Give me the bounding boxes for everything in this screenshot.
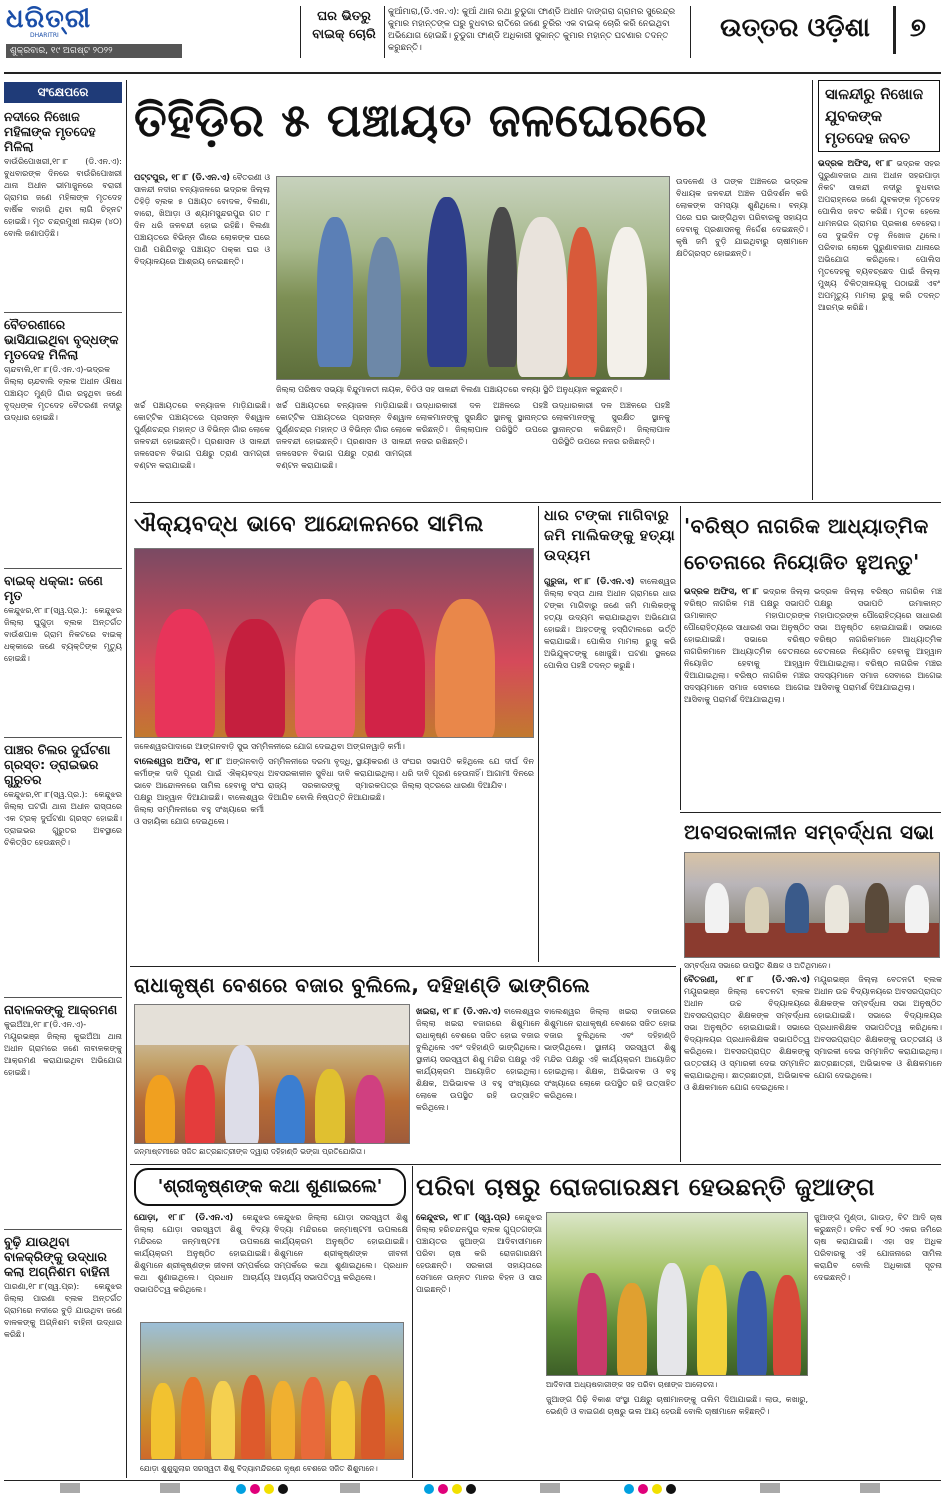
unity-dateline: ବାଲେଶ୍ୱର ଅଫିସ, ୧୮।୮ [134, 757, 223, 767]
photo-figure [315, 1069, 345, 1144]
photo-figure [617, 1283, 647, 1376]
lead-body-col-5: ଉଦଳେଣ ଓ ତାଙ୍କ ଅଞ୍ଚଳରେ ଭଦ୍ରକ ବିଧାୟକ ଜଳବନ୍ଦୀ ଅଞ୍ଚଳ ପରିଦର୍ଶନ କରି ଲୋକଙ୍କ ସମସ୍ୟା ଶୁଣିଥିଲେ। ବନ୍ୟା ପରେ ଘର ଭାଙ୍ଗିଥିବା ପରିବାରକୁ ସହାୟତା ଦେବାକୁ ପ୍ରଶାସନକୁ ନିର୍ଦ୍ଦେଶ ଦେଇଛନ୍ତି। କୃଷି ଜମି ବୁଡ଼ି ଯାଇଥିବାରୁ ଚାଷୀମାନେ କ୍ଷତିଗ୍ରସ୍ତ ହୋଇଛନ୍ତି। [676, 177, 808, 258]
registration-bar [760, 1483, 780, 1493]
column-divider [812, 80, 813, 500]
felicitation-photo [684, 852, 940, 958]
radhakrishna-body-col-2: ବାଲେଶ୍ୱର ଜିଲ୍ଲା ଖଇରା ବଜାରରେ ଶିଶୁମାନେ ରାଧାକୃଷ୍ଣ ବେଶରେ ସଜିତ ହୋଇ ବଜାର ବୁଲିଥିଲେ ଏବଂ ଦହିହାଣ୍ଡି ଭାଙ୍ଗିଥିଲେ। ସ୍ଥାନୀୟ ସରସ୍ୱତୀ ଶିଶୁ ମନ୍ଦିର ପକ୍ଷରୁ ଏହି କାର୍ଯ୍ୟକ୍ରମ ଆୟୋଜିତ ହୋଇଥିଲା। ଶିକ୍ଷକ, ଅଭିଭାବକ ଓ ବହୁ ସଂଖ୍ୟାରେ ଲୋକେ ଉପସ୍ଥିତ ରହି ଉତ୍ସାହିତ କରିଥିଲେ। [544, 1007, 676, 1100]
registration-dot [638, 1484, 648, 1494]
photo-figure [705, 883, 729, 933]
photo-figure [697, 1265, 727, 1376]
senior-headline: 'ବରିଷ୍ଠ ନାଗରିକ ଆଧ୍ୟାତ୍ମିକ ଚେତନାରେ ନିୟୋଜିତ ହୁଅନ୍ତୁ' [684, 514, 929, 574]
photo-figure [607, 227, 647, 377]
brief-body: କେନ୍ଦୁଝର,୧୮।୮(ସ୍ୱ.ପ୍ର.): କେନ୍ଦୁଝର ଜିଲ୍ଲା ଘଟଗାଁ ଥାନା ଅଧୀନ ରାସ୍ତାରେ ଏକ ଟ୍ରକ୍ ଦୁର୍ଘଟଣା ଗ୍ରସ୍ତ ହୋଇଛି। ଡ୍ରାଇଭର ଗୁରୁତର ଅବସ୍ଥାରେ ଚିକିତ୍ସିତ ହେଉଛନ୍ତି। [4, 790, 122, 847]
srikrishna-body-col-2: କେନ୍ଦୁଝର ଜିଲ୍ଲା ଯୋଡ଼ା ସରସ୍ୱତୀ ଶିଶୁ ବିଦ୍ୟା ମନ୍ଦିରରେ ଜନ୍ମାଷ୍ଟମୀ ଉପଲକ୍ଷେ କାର୍ଯ୍ୟକ୍ରମ ଅନୁଷ୍ଠିତ ହୋଇଯାଇଛି। ଶିଶୁମାନେ ଶ୍ରୀକୃଷ୍ଣଙ୍କ ଜୀବନୀ ସମ୍ପର୍କରେ କଥା ଶୁଣାଇଥିଲେ। ପ୍ରଧାନ ଆଚାର୍ଯ୍ୟ ସଭାପତିତ୍ୱ କରିଥିଲେ। [274, 1213, 408, 1282]
murder-body-text: ବାଲେଶ୍ୱର ଜିଲ୍ଲା ବସ୍ତା ଥାନା ଅଧୀନ ଗ୍ରାମରେ ଧାର ଟଙ୍କା ମାଗିବାରୁ ଜଣେ ଜମି ମାଲିକଙ୍କୁ ହତ୍ୟା ଉଦ୍ୟମ କରାଯାଇଥିବା ଅଭିଯୋଗ ହୋଇଛି। ଆହତଙ୍କୁ ହସ୍ପିଟାଲରେ ଭର୍ତ୍ତି କରାଯାଇଛି। ପୋଲିସ ମାମଲା ରୁଜୁ କରି ଅଭିଯୁକ୍ତଙ୍କୁ ଖୋଜୁଛି। ଘଟଣା ସ୍ଥଳରେ ପୋଲିସ ପହଞ୍ଚି ତଦନ୍ତ କରୁଛି। [544, 577, 676, 670]
unity-body-col-3: ସଂଘର ସଭାପତି କହିଥିଲେ ଯେ ଦୀର୍ଘ ଦିନ ଧରି ଦାବି ପୂରଣ ହେଉନାହିଁ। ଆଗାମୀ ଦିନରେ ଜିଲ୍ଲା ସ୍ତରରେ ଧାରଣା ଦିଆଯିବ। [402, 757, 534, 790]
photo-figure [737, 1271, 767, 1376]
unity-body-col-2: ସମ୍ମିଳନୀରେ ଦରମା ବୃଦ୍ଧି, ସ୍ଥାୟୀକରଣ ଓ ଅବସରକାଳୀନ ସୁବିଧା ଦାବି କରାଯାଇଥିଲା। ରାଜ୍ୟ ସରକାରଙ୍କୁ ସ୍ମାରକପତ୍ର ଦିଆଯିବ ବୋଲି ନିଷ୍ପତ୍ତି ନିଆଯାଇଛି। [268, 757, 398, 802]
photo-figure [361, 1375, 385, 1460]
srikrishna-caption: ଯୋଡ଼ା ଶୁଶୁଗୁଲାର ସରସ୍ୱତୀ ଶିଶୁ ବିଦ୍ୟାମନ୍ଦିରରେ କୃଷ୍ଣ ବେଶରେ ସଜିତ ଶିଶୁମାନେ। [140, 1464, 378, 1473]
registration-dot [264, 1484, 274, 1494]
unity-body-text: ଅଙ୍ଗନବାଡ଼ି କର୍ମୀଙ୍କ ଦାବି ପୂରଣ ପାଇଁ ଐକ୍ୟବଦ୍ଧ ଭାବେ ଆନ୍ଦୋଳନରେ ସାମିଲ ହେବାକୁ ସଂଘ ପକ୍ଷରୁ ଆହ୍ୱାନ ଦିଆଯାଇଛି। ବାଲେଶ୍ୱର ଜିଲ୍ଲା ସମ୍ମିଳନୀରେ ବହୁ ସଂଖ୍ୟାରେ କର୍ମୀ ଓ ସହାୟିକା ଯୋଗ ଦେଇଥିଲେ। [134, 757, 264, 826]
felicitation-body-col-2: ମୟୂରଭଞ୍ଜ ଜିଲ୍ଲା ବେତନଟୀ ବ୍ଲକ ଅଧୀନ ଉଚ୍ଚ ବିଦ୍ୟାଳୟରେ ଅବସରପ୍ରାପ୍ତ ଶିକ୍ଷକଙ୍କ ସମ୍ବର୍ଦ୍ଧନା ସଭା ଅନୁଷ୍ଠିତ ହୋଇଯାଇଛି। ସଭାରେ ବିଦ୍ୟାଳୟର ପ୍ରଧାନଶିକ୍ଷକ ସଭାପତିତ୍ୱ କରିଥିଲେ। ଅବସରପ୍ରାପ୍ତ ଶିକ୍ଷକଙ୍କୁ ଉତ୍ତରୀୟ ଓ ସ୍ମାରକୀ ଦେଇ ସମ୍ମାନିତ କରାଯାଇଥିଲା। ଛାତ୍ରଛାତ୍ରୀ, ଅଭିଭାବକ ଓ ଶିକ୍ଷକମାନେ ଯୋଗ ଦେଇଥିଲେ। [814, 975, 942, 1080]
newspaper-logo: ଧରିତ୍ରୀ [6, 4, 92, 34]
farmers-body-col-3: ଜୁଆଙ୍ଗ ମୁଣ୍ଡା, ଗାଉଡ଼, ବିଟ ଆଦି ଚାଷ କରୁଛନ୍ତି। ଚଳିତ ବର୍ଷ ୨୦ ଏକର ଜମିରେ ଚାଷ କରାଯାଇଛି। ଏହା ସହ ଅଧିକ ପରିବାରକୁ ଏହି ଯୋଜନାରେ ସାମିଲ କରାଯିବ ବୋଲି ଅଧିକାରୀ ସୂଚନା ଦେଇଛନ୍ତି। [814, 1213, 942, 1282]
column-divider [538, 506, 539, 962]
felicitation-body-col-1 [684, 974, 810, 1158]
newspaper-logo-sub: DHARITRI [30, 32, 59, 39]
brief-headline: ବୁଢ଼ି ଯାଉଥିବା ବାଳକ୍ରିଙ୍କୁ ଉଦ୍ଧାର କଲା ଅଗ୍ନିଶମ ବାହିନୀ [4, 1234, 110, 1279]
teaser-title: ଘର ଭିତରୁ ବାଇକ୍ ଚୋରି [312, 9, 376, 42]
photo-figure [487, 207, 517, 367]
photo-figure [577, 1273, 607, 1376]
photo-figure [331, 1381, 355, 1460]
registration-dot [236, 1484, 246, 1494]
page-number: ୭ [910, 13, 926, 43]
registration-dot [666, 1484, 676, 1494]
photo-figure [295, 599, 355, 738]
photo-figure [657, 1263, 687, 1376]
photo-figure [517, 217, 567, 377]
masthead-divider [384, 6, 385, 58]
briefs-column [4, 82, 122, 1431]
lead-headline: ତିହିଡ଼ିର ୫ ପଞ୍ଚାୟତ ଜଳଘେରରେ [134, 93, 708, 147]
photo-figure [367, 237, 401, 377]
brief-body: ପାରଣା,୧୮।୮(ସ୍ୱ.ପ୍ର): କେନ୍ଦୁଝର ଜିଲ୍ଲା ପାରଣା ବ୍ଲକ ଅନ୍ତର୍ଗତ ଗ୍ରାମରେ ନଦୀରେ ବୁଡ଼ି ଯାଉଥିବା ଜଣେ ବାଳକଙ୍କୁ ଅଗ୍ନିଶମ ବାହିନୀ ଉଦ୍ଧାର କରିଛି। [4, 1282, 122, 1339]
photo-figure [365, 609, 425, 738]
right-top-dateline: ଭଦ୍ରକ ଅଫିସ, ୧୮।୮ [818, 159, 893, 169]
brief-body: କେନ୍ଦୁଝର,୧୮।୮(ସ୍ୱ.ପ୍ର.): କେନ୍ଦୁଝର ଜିଲ୍ଲା ଘୁଗୁଡ଼ା ବ୍ଲକ ଅନ୍ତର୍ଗତ ବାଉଁଶପାଳ ଗ୍ରାମ ନିକଟରେ ବାଇକ୍ ଧକ୍କାରେ ଜଣେ ବ୍ୟକ୍ତିଙ୍କ ମୃତ୍ୟୁ ହୋଇଛି। [4, 606, 122, 663]
photo-figure [211, 1381, 235, 1460]
farmers-body-text: କେନ୍ଦୁଝର ଜିଲ୍ଲା ହରିଚନ୍ଦନପୁର ବ୍ଲକ ଗୁପ୍ତଗଙ୍ଗା ପଞ୍ଚାୟତର ଜୁଆଙ୍ଗ ଆଦିବାସୀମାନେ ପରିବା ଚାଷ କରି ରୋଜଗାରକ୍ଷମ ହେଉଛନ୍ତି। ସରକାରୀ ସହାୟତାରେ ସେମାନେ ଉନ୍ନତ ମାନର ବିହନ ଓ ସାର ପାଇଛନ୍ତି। [416, 1213, 542, 1294]
column-divider [680, 968, 681, 1162]
senior-body-col-2: ଭଦ୍ରକ ଜିଲ୍ଲା ବରିଷ୍ଠ ନାଗରିକ ମଞ୍ଚ ପକ୍ଷରୁ ସଭାପତି ଉମାକାନ୍ତ ମହାପାତ୍ରଙ୍କ ପୌରୋହିତ୍ୟରେ ସାଧାରଣ ସଭା ଅନୁଷ୍ଠିତ ହୋଇଯାଇଛି। ସଭାରେ ବରିଷ୍ଠ ନାଗରିକମାନେ ଆଧ୍ୟାତ୍ମିକ ଚେତନାରେ ନିୟୋଜିତ ହେବାକୁ ଆହ୍ୱାନ ଦିଆଯାଇଥିଲା। ବରିଷ୍ଠ ନାଗରିକ ମଞ୍ଚର ସଦସ୍ୟମାନେ ସମାଜ ସେବାରେ ଆଗେଇ ଆସିବାକୁ ପରାମର୍ଶ ଦିଆଯାଇଥିଲା। [814, 587, 942, 692]
registration-dot [278, 1484, 288, 1494]
unity-headline: ଐକ୍ୟବଦ୍ଧ ଭାବେ ଆନ୍ଦୋଳନରେ ସାମିଲ [134, 512, 484, 537]
photo-figure [865, 883, 889, 933]
janmashtami-photo [134, 1004, 410, 1144]
footer-rule [4, 1480, 941, 1481]
brief-divider [4, 1229, 122, 1230]
registration-bar [60, 1483, 80, 1493]
brief-headline: ବାଇକ୍ ଧକ୍କା: ଜଣେ ମୃତ [4, 573, 103, 603]
brief-body: କୁଇଅଁଆ,୧୮।୮(ଡି.ଏନ.ଏ)- ମୟୂରଭଞ୍ଜ ଜିଲ୍ଲା କୁଇଅଁଆ ଥାନା ଅଧୀନ ଗ୍ରାମରେ ଜଣେ ନାବାଳକଙ୍କୁ ଆକ୍ରମଣ କରାଯାଇଥିବା ଅଭିଯୋଗ ହୋଇଛି। [4, 1020, 122, 1077]
masthead-divider [893, 6, 896, 54]
brief-divider [4, 737, 122, 738]
photo-figure [317, 217, 353, 367]
photo-figure [355, 1075, 385, 1144]
farmers-caption: ଆଦିବାସୀ ଅଧ୍ୟଷକାରୀଙ୍କ ସହ ପରିବା ଚାଷୀଙ୍କ ଆଲୋଚନା। [546, 1380, 718, 1389]
photo-figure [271, 1381, 295, 1460]
registration-bar [540, 1483, 560, 1493]
farmers-body-col-2: ଜୁଆଙ୍ଗ ପିଢ଼ି ବିକାଶ ସଂସ୍ଥା ପକ୍ଷରୁ ଚାଷୀମାନଙ୍କୁ ତାଲିମ ଦିଆଯାଇଛି। ଲାଉ, କଖାରୁ, ଭେଣ୍ଡି ଓ ବାଇଗଣ ଚାଷରୁ ଭଲ ଆୟ ହେଉଛି ବୋଲି ଚାଷୀମାନେ କହିଛନ୍ତି। [546, 1395, 808, 1416]
section-rule [680, 812, 941, 813]
photo-figure [145, 1075, 175, 1144]
lead-body-col-4: ଉଦ୍ଧାରକାରୀ ଦଳ ଅଞ୍ଚଳରେ ପହଞ୍ଚି ଲୋକମାନଙ୍କୁ ସୁରକ୍ଷିତ ସ୍ଥାନକୁ ସ୍ଥାନାନ୍ତର କରିଛନ୍ତି। ଜିଲ୍ଲାପାଳ ପରିସ୍ଥିତି ଉପରେ ନଜର ରଖିଛନ୍ତି। [552, 401, 670, 446]
radhakrishna-dateline: ଖଇରା, ୧୮।୮ (ଡି.ଏନ.ଏ) [416, 1007, 502, 1017]
photo-figure [155, 609, 215, 738]
masthead-divider [300, 6, 301, 58]
felicitation-caption: ସମ୍ବର୍ଦ୍ଧନା ସଭାରେ ଉପସ୍ଥିତ ଶିକ୍ଷକ ଓ ଅତିଥିମାନେ। [684, 961, 831, 970]
photo-figure [275, 1075, 305, 1144]
radhakrishna-body-col-1 [416, 1006, 540, 1158]
farmers-dateline: କେନ୍ଦୁଝର, ୧୮।୮ (ସ୍ୱ.ପ୍ର) [416, 1213, 511, 1223]
photo-figure [225, 1045, 259, 1144]
photo-figure [225, 619, 285, 738]
photo-figure [241, 1375, 265, 1460]
brief-headline: ବୈତରଣୀରେ ଭାସିଯାଇଥିବା ବୃଦ୍ଧଙ୍କ ମୃତଦେହ ମିଳିଲା [4, 317, 119, 362]
photo-figure [151, 1383, 175, 1460]
registration-bar [340, 1483, 360, 1493]
right-top-body [818, 158, 940, 498]
felicitation-dateline: ବୈତରଣୀ, ୧୮।୮ (ଡି.ଏନ.ଏ) [684, 975, 810, 985]
registration-dot [424, 1484, 434, 1494]
srikrishna-dateline: ଯୋଡ଼ା, ୧୮।୮ (ଡି.ଏନ.ଏ) [134, 1213, 234, 1223]
photo-figure [825, 885, 849, 933]
photo-figure [745, 887, 769, 933]
felicitation-body-text: ମୟୂରଭଞ୍ଜ ଜିଲ୍ଲା ବେତନଟୀ ବ୍ଲକ ଅଧୀନ ଉଚ୍ଚ ବିଦ୍ୟାଳୟରେ ଅବସରପ୍ରାପ୍ତ ଶିକ୍ଷକଙ୍କ ସମ୍ବର୍ଦ୍ଧନା ସଭା ଅନୁଷ୍ଠିତ ହୋଇଯାଇଛି। ସଭାରେ ବିଦ୍ୟାଳୟର ପ୍ରଧାନଶିକ୍ଷକ ସଭାପତିତ୍ୱ କରିଥିଲେ। ଅବସରପ୍ରାପ୍ତ ଶିକ୍ଷକଙ୍କୁ ଉତ୍ତରୀୟ ଓ ସ୍ମାରକୀ ଦେଇ ସମ୍ମାନିତ କରାଯାଇଥିଲା। ଛାତ୍ରଛାତ୍ରୀ, ଅଭିଭାବକ ଓ ଶିକ୍ଷକମାନେ ଯୋଗ ଦେଇଥିଲେ। [684, 987, 810, 1092]
right-top-headline: ସାଳନ୍ଦୀରୁ ନିଖୋଜ ଯୁବକଙ୍କ ମୃତଦେହ ଜବତ [818, 80, 940, 152]
section-rule [130, 966, 676, 967]
srikrishna-body-text: କେନ୍ଦୁଝର ଜିଲ୍ଲା ଯୋଡ଼ା ସରସ୍ୱତୀ ଶିଶୁ ବିଦ୍ୟା ମନ୍ଦିରରେ ଜନ୍ମାଷ୍ଟମୀ ଉପଲକ୍ଷେ କାର୍ଯ୍ୟକ୍ରମ ଅନୁଷ୍ଠିତ ହୋଇଯାଇଛି। ଶିଶୁମାନେ ଶ୍ରୀକୃଷ୍ଣଙ୍କ ଜୀବନୀ ସମ୍ପର୍କରେ କଥା ଶୁଣାଇଥିଲେ। ପ୍ରଧାନ ଆଚାର୍ଯ୍ୟ ସଭାପତିତ୍ୱ କରିଥିଲେ। [134, 1213, 270, 1294]
lead-body-col-3: ଉଦ୍ଧାରକାରୀ ଦଳ ଅଞ୍ଚଳରେ ପହଞ୍ଚି ଲୋକମାନଙ୍କୁ ସୁରକ୍ଷିତ ସ୍ଥାନକୁ ସ୍ଥାନାନ୍ତର କରିଛନ୍ତି। ଜିଲ୍ଲାପାଳ ପରିସ୍ଥିତି ଉପରେ ନଜର ରଖିଛନ୍ତି। [416, 401, 548, 446]
flood-inspection-photo [276, 176, 670, 380]
farmers-headline: ପରିବା ଚାଷରୁ ରୋଜଗାରକ୍ଷମ ହେଉଛନ୍ତି ଜୁଆଙ୍ଗ [416, 1173, 876, 1201]
registration-dot [624, 1484, 634, 1494]
radhakrishna-headline: ରାଧାକୃଷ୍ଣ ବେଶରେ ବଜାର ବୁଲିଲେ, ଦହିହାଣ୍ଡି ଭାଙ୍ଗିଲେ [134, 973, 591, 997]
brief-headline: ନଦୀରେ ନିଖୋଜ ମହିଳାଙ୍କ ମୃତଦେହ ମିଳିଲା [4, 109, 96, 154]
senior-dateline: ଭଦ୍ରକ ଅଫିସ, ୧୮।୮ [684, 587, 759, 597]
photo-figure [427, 197, 467, 367]
registration-dot [438, 1484, 448, 1494]
unity-body-col-1 [134, 756, 264, 960]
registration-dot [452, 1484, 462, 1494]
brief-divider [4, 997, 122, 998]
lead-body-text: ବୈତରଣୀ ଓ ସାଳନ୍ଦୀ ନଦୀର ବନ୍ୟାଜଳରେ ଭଦ୍ରକ ଜିଲ୍ଲା ତିହିଡ଼ି ବ୍ଲକ ୫ ପଞ୍ଚାୟତ ବୋଦକ, ବିଲଣା, ବାରୋ, ଖିଆଡ଼ା ଓ ଶ୍ୟାମସୁନ୍ଦରପୁର ଗତ ୮ ଦିନ ଧରି ଜଳବନ୍ଦୀ ହୋଇ ରହିଛି। ବିଲଣା ପଞ୍ଚାୟତରେ ବିଭିନ୍ନ ଗାଁରେ ଲୋକଙ୍କ ଘରେ ପାଣି ପଶିଯିବାରୁ ପଞ୍ଚାୟତ ପକ୍କା ଘର ଓ ବିଦ୍ୟାଳୟରେ ଆଶ୍ରୟ ନେଇଛନ୍ତି। [134, 173, 270, 266]
brief-headline: ପାଞ୍ଚର ଚିଲର ଦୁର୍ଘଟଣା ଗ୍ରସ୍ତ: ଡ୍ରାଇଭର ଗୁରୁତର [4, 742, 111, 787]
lead-body-col-1b: ଖର୍ଚ୍ଚ ପଞ୍ଚାୟତରେ ବନ୍ୟାଜଳ ମାଡ଼ିଯାଇଛି। କୋଟ୍ଟିକ ପଞ୍ଚାୟତରେ ପ୍ରସନ୍ନ ବିଶ୍ୱାଳ ପୁର୍ଣ୍ଣଚନ୍ଦ୍ର ମହାନ୍ତ ଓ ବିଭିନ୍ନ ଗାଁର ଲୋକେ ଜଳବନ୍ଦୀ ହୋଇଛନ୍ତି। ପ୍ରଶାସନ ଓ ସାଳନ୍ଦୀ ଜଳସେଚନ ବିଭାଗ ପକ୍ଷରୁ ତ୍ରାଣ ସାମଗ୍ରୀ ବଣ୍ଟନ କରାଯାଇଛି। [134, 401, 270, 470]
srikrishna-body-col-1 [134, 1212, 270, 1316]
registration-dot [250, 1484, 260, 1494]
photo-figure [773, 1275, 801, 1376]
senior-body-text: ଭଦ୍ରକ ଜିଲ୍ଲା ବରିଷ୍ଠ ନାଗରିକ ମଞ୍ଚ ପକ୍ଷରୁ ସଭାପତି ଉମାକାନ୍ତ ମହାପାତ୍ରଙ୍କ ପୌରୋହିତ୍ୟରେ ସାଧାରଣ ସଭା ଅନୁଷ୍ଠିତ ହୋଇଯାଇଛି। ସଭାରେ ବରିଷ୍ଠ ନାଗରିକମାନେ ଆଧ୍ୟାତ୍ମିକ ଚେତନାରେ ନିୟୋଜିତ ହେବାକୁ ଆହ୍ୱାନ ଦିଆଯାଇଥିଲା। ବରିଷ୍ଠ ନାଗରିକ ମଞ୍ଚର ସଦସ୍ୟମାନେ ସମାଜ ସେବାରେ ଆଗେଇ ଆସିବାକୁ ପରାମର୍ଶ ଦିଆଯାଇଥିଲା। [684, 587, 810, 704]
photo-figure [905, 885, 929, 933]
photo-figure [181, 1377, 205, 1460]
murder-dateline: ଗୁରୁଜା, ୧୮।୮ (ଡି.ଏନ.ଏ) [544, 577, 635, 587]
photo-figure [785, 883, 809, 933]
felicitation-headline: ଅବସରକାଳୀନ ସମ୍ବର୍ଦ୍ଧନା ସଭା [684, 820, 935, 844]
registration-dot [466, 1484, 476, 1494]
murder-body [544, 576, 676, 962]
murder-headline: ଧାର ଟଙ୍କା ମାଗିବାରୁ ଜମି ମାଲିକଙ୍କୁ ହତ୍ୟା ଉଦ୍ୟମ [544, 508, 676, 564]
photo-figure [567, 227, 597, 377]
registration-bar [160, 1483, 180, 1493]
column-divider [412, 1166, 413, 1478]
page-section: ଉତ୍ତର ଓଡ଼ିଶା [720, 13, 870, 43]
photo-wall [135, 1005, 410, 1045]
photo-figure [185, 1065, 215, 1144]
srikrishna-photo [140, 1322, 404, 1460]
section-rule [130, 1164, 941, 1165]
column-divider [680, 506, 681, 810]
farmers-body-col-1 [416, 1212, 542, 1478]
photo-figure [435, 599, 495, 738]
right-top-body-text: ଭଦ୍ରକ ସହର ପୁରୁଣାବଜାର ଥାନା ଅଧୀନ ସହରପାଡ଼ା ନିକଟ ସାଳନ୍ଦୀ ନଦୀରୁ ବୁଧବାର ଅପରାହ୍ନରେ ଜଣେ ଯୁବକଙ୍କ ମୃତଦେହ ପୋଲିସ ଜବତ କରିଛି। ମୃତକ ହେଲେ ଧାମନଗର ଗ୍ରାମର ପ୍ରକାଶ ବେହେରା। ସେ ଦୁଇଦିନ ତଳୁ ନିଖୋଜ ଥିଲେ। ପରିବାର ଲୋକେ ପୁରୁଣାବଜାର ଥାନାରେ ଅଭିଯୋଗ କରିଥିଲେ। ପୋଲିସ ମୃତଦେହକୁ ବ୍ୟବଚ୍ଛେଦ ପାଇଁ ଜିଲ୍ଲା ମୁଖ୍ୟ ଚିକିତ୍ସାଳୟକୁ ପଠାଇଛି ଏବଂ ଅପମୃତ୍ୟୁ ମାମଲା ରୁଜୁ କରି ତଦନ୍ତ ଆରମ୍ଭ କରିଛି। [818, 159, 940, 312]
srikrishna-headline: 'ଶ୍ରୀକୃଷ୍ଣଙ୍କ କଥା ଶୁଣାଇଲେ' [134, 1168, 406, 1206]
lead-body-col-2: ଖର୍ଚ୍ଚ ପଞ୍ଚାୟତରେ ବନ୍ୟାଜଳ ମାଡ଼ିଯାଇଛି। କୋଟ୍ଟିକ ପଞ୍ଚାୟତରେ ପ୍ରସନ୍ନ ବିଶ୍ୱାଳ ପୁର୍ଣ୍ଣଚନ୍ଦ୍ର ମହାନ୍ତ ଓ ବିଭିନ୍ନ ଗାଁର ଲୋକେ ଜଳବନ୍ଦୀ ହୋଇଛନ୍ତି। ପ୍ରଶାସନ ଓ ସାଳନ୍ଦୀ ଜଳସେଚନ ବିଭାଗ ପକ୍ଷରୁ ତ୍ରାଣ ସାମଗ୍ରୀ ବଣ୍ଟନ କରାଯାଇଛି। [276, 401, 412, 470]
briefs-tag: ସଂକ୍ଷେପରେ [4, 82, 122, 103]
radhakrishna-caption: ଜନ୍ମାଷ୍ଟମୀରେ ସଜିତ ଛାତ୍ରଛାତ୍ରୀଙ୍କ ଦ୍ୱାରା ଦହିହାଣ୍ଡି ଭଙ୍ଗା ପ୍ରତିଯୋଗିତା। [134, 1147, 366, 1156]
vegetable-farm-photo [546, 1212, 808, 1376]
brief-body: ଚାନ୍ଦବାଲି,୧୮।୮(ଡି.ଏନ.ଏ)-ଭଦ୍ରକ ଜିଲ୍ଲା ଚାନ୍ଦବାଲି ବ୍ଲକ ଅଧୀନ ଔଷଧ ପଞ୍ଚାୟତ ମୁଣ୍ଡି ଗାଁର ରହୁଥିବା ଜଣେ ବୃଦ୍ଧଙ୍କ ମୃତଦେହ ବୈତରଣୀ ନଦୀରୁ ଉଦ୍ଧାର ହୋଇଛି। [4, 365, 122, 422]
meeting-photo [134, 548, 534, 738]
registration-dot [652, 1484, 662, 1494]
masthead-divider [690, 6, 691, 58]
senior-body-col-1 [684, 586, 810, 806]
column-divider [126, 80, 127, 1478]
section-rule [130, 502, 941, 503]
radhakrishna-body-text: ବାଲେଶ୍ୱର ଜିଲ୍ଲା ଖଇରା ବଜାରରେ ଶିଶୁମାନେ ରାଧାକୃଷ୍ଣ ବେଶରେ ସଜିତ ହୋଇ ବଜାର ବୁଲିଥିଲେ ଏବଂ ଦହିହାଣ୍ଡି ଭାଙ୍ଗିଥିଲେ। ସ୍ଥାନୀୟ ସରସ୍ୱତୀ ଶିଶୁ ମନ୍ଦିର ପକ୍ଷରୁ ଏହି କାର୍ଯ୍ୟକ୍ରମ ଆୟୋଜିତ ହୋଇଥିଲା। ଶିକ୍ଷକ, ଅଭିଭାବକ ଓ ବହୁ ସଂଖ୍ୟାରେ ଲୋକେ ଉପସ୍ଥିତ ରହି ଉତ୍ସାହିତ କରିଥିଲେ। [416, 1007, 540, 1112]
brief-headline: ନାବାଳକଙ୍କୁ ଆକ୍ରମଣ [4, 1002, 118, 1017]
issue-date: ଶୁକ୍ରବାର, ୧୯ ଅଗଷ୍ଟ ୨୦୨୨ [6, 44, 182, 58]
masthead-rule [4, 72, 941, 74]
photo-figure [301, 1377, 325, 1460]
teaser-body: କୁଆଁମାରା,(ଡି.ଏନ.ଏ): କୁଆଁ ଥାନା ରଥା ଚୁଡୁଗା ଫାଣ୍ଡି ଅଧୀନ ଦାଙ୍ଗରା ଗ୍ରାମର ସୁରେନ୍ଦ୍ର କୁମାର ମହାନ୍ତଙ୍କ ଘରୁ ବୁଧବାର ରାତିରେ ଜଣେ ଚୁରିର ଏକ ବାଇକ୍ ଚୋରି କରି ନେଇଥିବା ଅଭିଯୋଗ ହୋଇଛି। ଚୁଡୁଗା ଫାଣ୍ଡି ଅଧିକାରୀ ସୁକାନ୍ତ କୁମାର ମହାନ୍ତ ଘଟଣାର ତଦନ୍ତ କରୁଛନ୍ତି। [388, 7, 676, 53]
brief-divider [4, 568, 122, 569]
lead-dateline: ପଟ୍ଟପୁର, ୧୮।୮ (ଡି.ଏନ.ଏ) [134, 173, 230, 183]
lead-photo-caption: ଜିଲ୍ଲା ପରିଷଦ ସଭ୍ୟା ବିନ୍ଦୁମାଳତୀ ନାୟକ, ବିଡିଓ ସହ ସାଳନ୍ଦୀ ବିଲଣା ପଞ୍ଚାୟତରେ ବନ୍ୟା ସ୍ଥିତି ଅନୁଧ୍ୟାନ କରୁଛନ୍ତି। [276, 385, 622, 394]
brief-divider [4, 312, 122, 313]
brief-body: ବାଉଁରିପୋଖରୀ,୧୮।୮ (ଡି.ଏନ.ଏ): ବୁଧବାରଙ୍କ ଦିନରେ ବାଉଁରିପୋଖରୀ ଥାନା ଅଧୀନ ଭୀମାଜୁନରେ ବରାରୀ ଗ୍ରାମର ଜଣେ ମହିଳାଙ୍କ ମୃତଦେହ ବାର୍ଷିକ ବାହାରି ଥିବା ଲାଗି ଚିହ୍ନଟ ହୋଇଛି। ମୃତ ଚନ୍ଦ୍ରମୁଖୀ ନାୟକ (୪୦) ବୋଲି ଜଣାପଡ଼ିଛି। [4, 157, 122, 238]
unity-photo-caption: ଜଳେଶ୍ୱରପାଦାରେ ଆଙ୍ଗନବାଡ଼ି ସୁଭ ସମ୍ମିଳନୀରେ ଯୋଗ ଦେଇଥିବା ଅଙ୍ଗନୱାଡ଼ି କର୍ମୀ। [134, 742, 405, 751]
registration-bar [860, 1483, 880, 1493]
